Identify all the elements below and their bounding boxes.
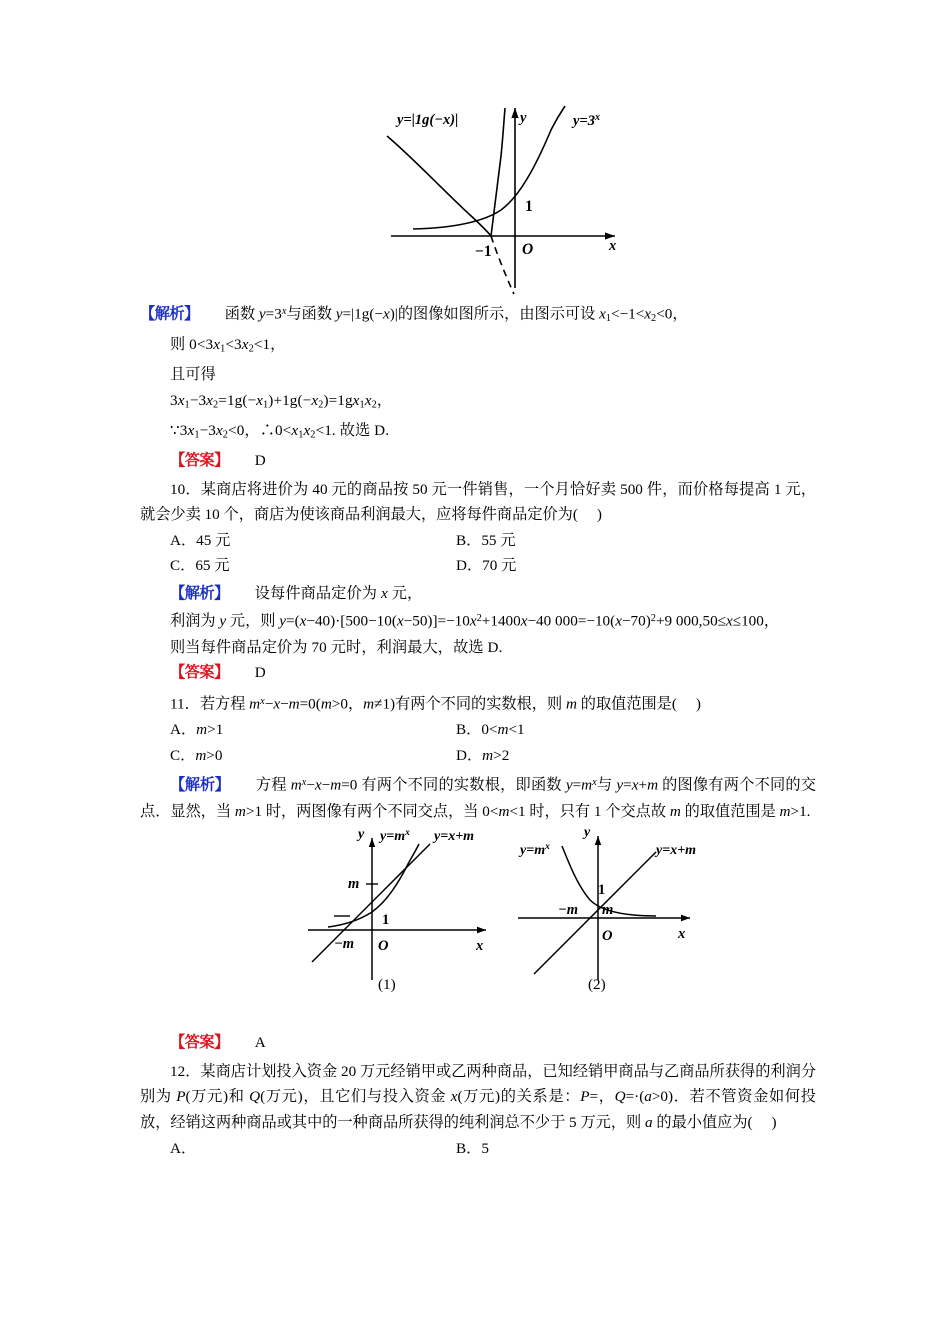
figure-q11-case-1 [300, 828, 530, 988]
q11-choices-row-2 [140, 743, 816, 769]
q10-choice-a[interactable] [170, 528, 456, 554]
figure-q11b-tick-one: 1 [598, 882, 606, 899]
figure-q11a-axis-y: y [358, 827, 365, 843]
analysis-tag: 【解析】 [170, 776, 230, 794]
q11-number: 11． [170, 695, 200, 713]
figure-q11a-label-line: y=x+m [434, 829, 475, 845]
q10-answer-line [140, 660, 816, 686]
figure-q11b-axis-y: y [584, 825, 591, 841]
q10-analysis-line-1: 【解析】 设每件商品定价为 x 元， [170, 584, 423, 602]
q10-choice-d[interactable] [456, 553, 816, 579]
figure-q9-label-3x: $y=3^x$ [573, 112, 600, 129]
q11-choice-a-key: A． [170, 721, 197, 739]
q10-answer-value: D [254, 664, 266, 682]
q11-analysis-paragraph: 【解析】 方程 $m^x-x-m=0$ 有两个不同的实数根，即函数 $y=m^x$与 y=x+m 的图像有两个不同的交点．显然，当 m>1 时，两图像有两个不同交点，当 0<m<1 时，只有 1 个交点故 m 的取值范围是 m>1. [140, 776, 817, 820]
q10-choices-row-2 [140, 553, 816, 579]
figure-q11b-tick-neg-m: −m [558, 902, 579, 919]
q11-choice-c[interactable]: C．m>0 [170, 746, 223, 764]
q12-choice-b-text: 5 [481, 1139, 489, 1157]
q11-answer-line [140, 1030, 816, 1056]
answer-tag: 【答案】 [170, 664, 229, 682]
q10-choice-c-key: C． [170, 557, 196, 575]
q11-choice-d[interactable]: D．m>2 [456, 746, 510, 764]
figure-q11-pair [140, 824, 816, 1024]
figure-q11a-caption: (1) [378, 976, 396, 994]
figure-q11a-tick-m: m [348, 876, 360, 893]
page-content [140, 92, 816, 1161]
q11-choice-d-key: D． [456, 746, 483, 764]
figure-q11a-axis-x: x [476, 938, 484, 955]
q10-analysis-line-2: 利润为 y 元，则 $y=(x-40)\cdot[500-10(x-50)]=-10x^2+1400x-40$ $000=-10(x-70)^2+9$ 000,50≤x≤100， [170, 613, 780, 631]
q9-solution-line-3: 且可得 [170, 365, 216, 383]
q11-choices-row-1 [140, 717, 816, 743]
figure-q11a-tick-neg-m: −m [334, 936, 355, 953]
q11-stem: 11．若方程 $m^x-x-m=0(m>0$，m≠1)有两个不同的实数根，则 m 的取值范围是( ) [170, 695, 701, 713]
figure-q11a-origin: O [378, 938, 389, 955]
q9-answer-value: D [254, 451, 266, 469]
figure-q9-tick-one: 1 [525, 198, 533, 215]
figure-q11b-caption: (2) [588, 976, 606, 994]
q9-solution-line-2: 则 $0<3x_1<3x_2<1$， [170, 335, 286, 355]
figure-q11b-axis-x: x [678, 926, 686, 943]
figure-q11b-label-exp: $y=m^x$ [520, 842, 550, 859]
q10-stem: 10．某商店将进价为 40 元的商品按 50 元一件销售，一个月恰好卖 500 件，而价格每提高 1 元，就会少卖 10 个，商店为使该商品利润最大，应将每件商品定价为( ) [140, 480, 817, 524]
q11-answer-value: A [254, 1034, 266, 1052]
q12-stem: 12．某商店计划投入资金 20 万元经销甲或乙两种商品，已知经销甲商品与乙商品所获得的利润分别为 P(万元)和 Q(万元)，且它们与投入资金 x(万元)的关系是：P=，Q=·(a>0)．若不管资金如何投放，经销这两种商品或其中的一种商品所获得的纯利润总不少于 5 万元，则 a 的最小值应为( ) [140, 1062, 817, 1131]
q10-analysis-line-3: 则当每件商品定价为 70 元时，利润最大，故选 D. [170, 638, 503, 656]
figure-q11b-label-line: y=x+m [656, 843, 697, 859]
figure-q11b-origin: O [602, 928, 613, 945]
q10-choice-b-text: 55 元 [481, 531, 516, 549]
q10-choice-a-text: 45 元 [196, 531, 231, 549]
q9-analysis-paragraph: 【解析】 函数 $y=3^x$与函数 y=|1g(−x)|的图像如图所示，由图示可设 $x_1<-1<x_2<0$， [140, 305, 688, 325]
figure-q11a-tick-one: 1 [382, 912, 390, 929]
q9-solution-line-5: $\because 3x_1-3x_2<0$，$\therefore 0<x_1x_2<1$. 故选 D. [170, 421, 390, 441]
figure-q11a-label-exp: $y=m^x$ [380, 828, 410, 845]
q10-choice-a-key: A． [170, 531, 197, 549]
figure-q9-axis-y: y [520, 110, 527, 126]
q12-choice-a-key: A． [170, 1139, 197, 1157]
figure-q9-tick-neg-one: −1 [475, 243, 492, 260]
q9-solution-line-4: $3x_1-3x_2=1g(-x_1)+1g(-x_2)=1gx_1x_2$， [170, 391, 393, 411]
q11-choice-a[interactable]: A．m>1 [170, 721, 224, 739]
q12-number: 12． [170, 1062, 201, 1080]
q12-choices-row-1 [140, 1136, 816, 1162]
q11-choice-b[interactable]: B．0<m<1 [456, 721, 525, 739]
q12-choice-b[interactable] [456, 1136, 816, 1162]
analysis-tag: 【解析】 [140, 305, 199, 323]
figure-q9-lg-abs-vs-3x [383, 92, 643, 297]
q10-choice-d-key: D． [456, 557, 483, 575]
q11-choice-b-key: B． [456, 721, 482, 739]
figure-q9-label-lg: y=|1g(−x)| [397, 112, 459, 128]
q10-choices-row-1 [140, 528, 816, 554]
q10-choice-b-key: B． [456, 531, 482, 549]
q9-answer-line [140, 448, 816, 474]
q10-number: 10． [170, 480, 201, 498]
q10-choice-c[interactable] [170, 553, 456, 579]
q10-choice-b[interactable] [456, 528, 816, 554]
figure-q11-case-2 [510, 825, 740, 988]
analysis-tag: 【解析】 [170, 584, 229, 602]
q12-choice-a[interactable] [170, 1136, 456, 1162]
figure-q9-axis-x: x [609, 238, 617, 254]
figure-q9-origin: O [522, 241, 534, 258]
q12-choice-b-key: B． [456, 1139, 482, 1157]
figure-q11b-tick-m: m [602, 902, 614, 919]
q11-choice-c-key: C． [170, 746, 196, 764]
q10-choice-c-text: 65 元 [195, 557, 230, 575]
q10-choice-d-text: 70 元 [482, 557, 517, 575]
figure-q9-container [140, 92, 816, 297]
answer-tag: 【答案】 [170, 1034, 229, 1052]
answer-tag: 【答案】 [170, 451, 229, 469]
